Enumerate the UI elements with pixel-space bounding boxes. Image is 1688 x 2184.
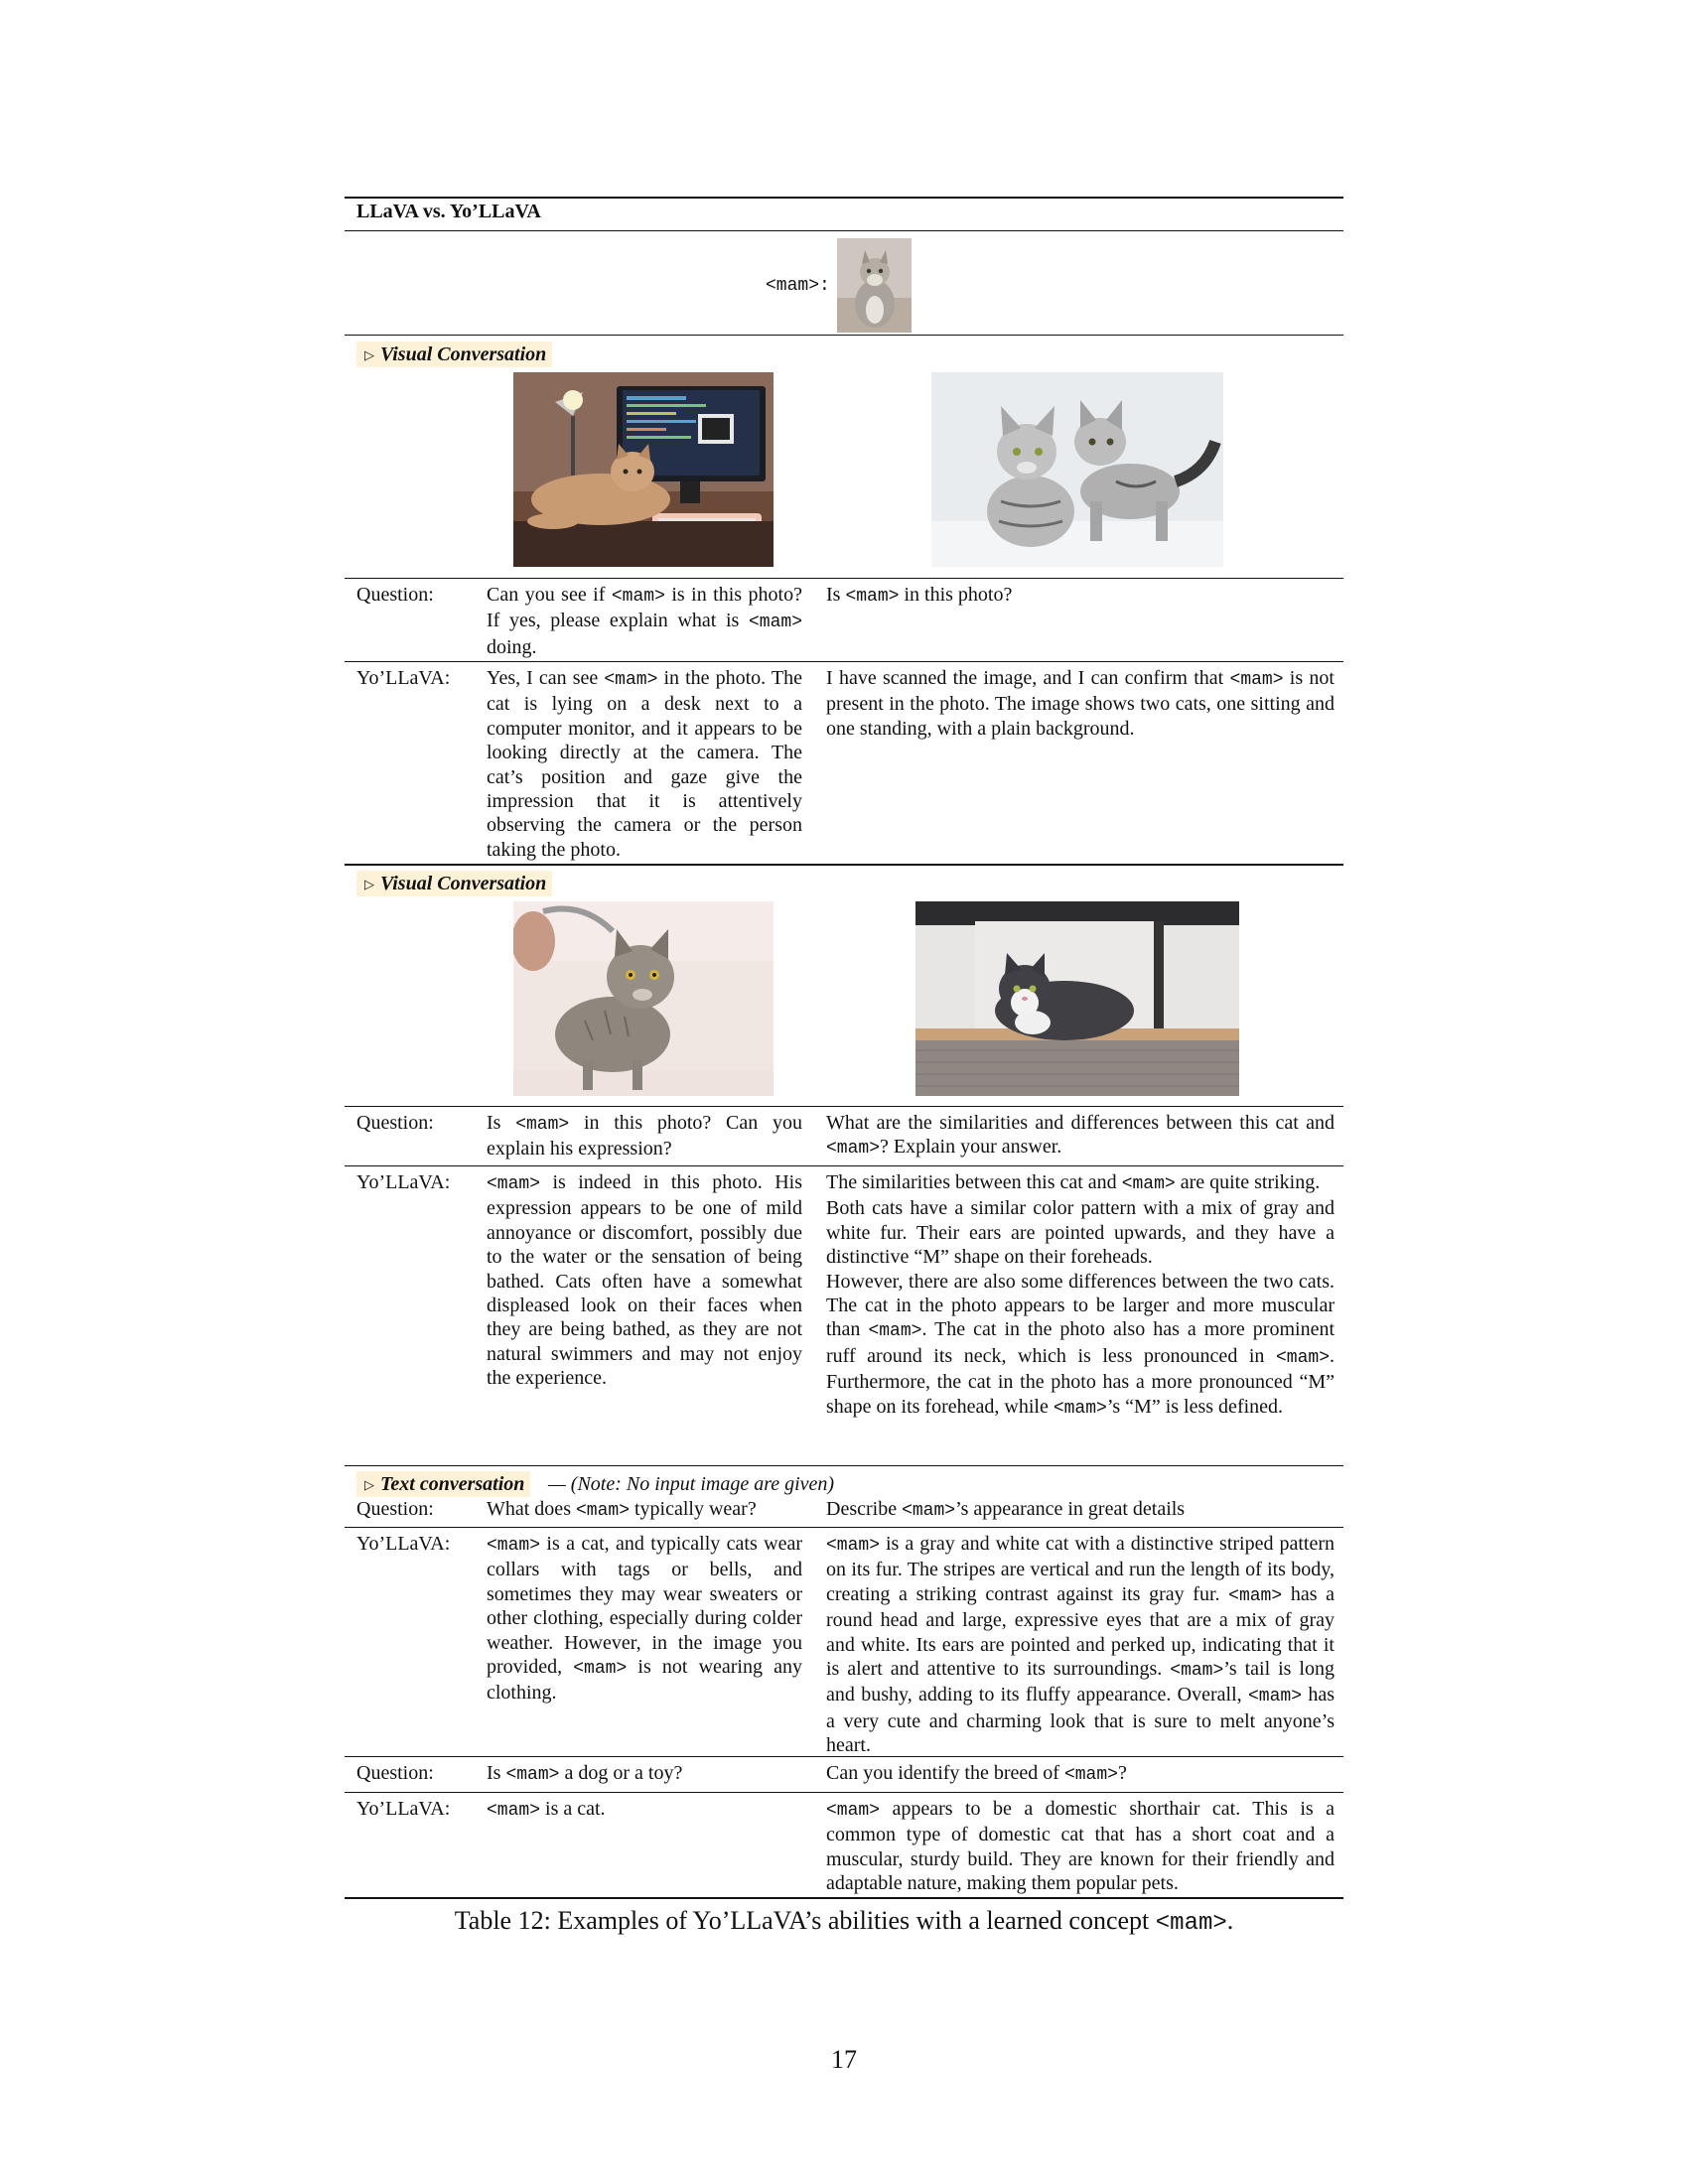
photo-cat-on-desk: [513, 372, 774, 567]
table-bottom-rule: [345, 1897, 1343, 1899]
text-conversation-tag: ▷ Text conversation: [356, 1471, 530, 1497]
block1-left-question: Can you see if <mam> is in this photo? If yes, please explain what is <mam> doing.: [487, 584, 802, 658]
concept-cat-image: [837, 238, 912, 333]
concept-token: <mam>: [748, 613, 802, 633]
page-number: 17: [831, 2045, 857, 2074]
block3-question-label: Question:: [356, 1498, 434, 1520]
cat-under-bed-image: [915, 901, 1239, 1096]
photo-wet-cat-bath: [513, 901, 774, 1096]
block2-end-rule: [345, 1465, 1343, 1466]
concept-token: <mam>: [1228, 1585, 1283, 1606]
table-header: LLaVA vs. Yo’LLaVA: [356, 201, 541, 222]
block3-left-question: What does <mam> typically wear?: [487, 1498, 757, 1521]
block4-left-answer: <mam> is a cat.: [487, 1798, 606, 1821]
concept-token: <mam>: [575, 1501, 630, 1521]
concept-token: <mam>: [1170, 1661, 1224, 1682]
concept-token: <mam>: [1063, 1765, 1118, 1785]
block2-right-answer-p3: However, there are also some differences between the two cats. The cat in the photo appears to be larger and more muscular than <mam>. The cat in the photo also has a more prominent ruff around its neck, which is less pronounced in <mam>. Furthermore, the cat in the photo has a more pronounced “M” shape on its forehead, while <mam>’s “M” is less defined.: [826, 1270, 1335, 1419]
concept-token: <mam>: [1053, 1398, 1107, 1419]
block2-question-label: Question:: [356, 1112, 434, 1134]
triangle-icon: ▷: [364, 347, 374, 362]
concept-token: <mam>: [1229, 670, 1284, 690]
block1-end-rule: [345, 864, 1343, 866]
block1-answer-label: Yo’LLaVA:: [356, 667, 451, 689]
concept-token: <mam>: [826, 1801, 881, 1821]
concept-token: <mam>: [826, 1536, 881, 1556]
concept-token: <mam>: [1247, 1687, 1302, 1707]
visual-conversation-tag-1: ▷ Visual Conversation: [356, 341, 552, 367]
table-top-rule: [345, 197, 1343, 199]
concept-token: <mam>: [868, 1321, 922, 1342]
block2-question-rule: [345, 1106, 1343, 1107]
block3-left-answer: <mam> is a cat, and typically cats wear collars with tags or bells, and sometimes they may wear sweaters or other clothing, especially during colder weather. However, in the image you provided, <mam> is not wearing any clothing.: [487, 1533, 802, 1705]
block4-right-answer: <mam> appears to be a domestic shorthair cat. This is a common type of domestic cat that has a short coat and a muscular, sturdy build. They are known for their friendly and adaptable nature, making them popular pets.: [826, 1798, 1335, 1895]
block4-answer-label: Yo’LLaVA:: [356, 1798, 451, 1820]
cat-desk-image: [513, 372, 774, 567]
block2-right-question: What are the similarities and differences between this cat and <mam>? Explain your answer.: [826, 1112, 1335, 1160]
concept-token: <mam>: [1275, 1347, 1330, 1368]
concept-token: <mam>: [845, 587, 900, 607]
concept-token: <mam>: [573, 1659, 628, 1680]
block3-right-question: Describe <mam>’s appearance in great details: [826, 1498, 1186, 1521]
concept-token: <mam>: [1155, 1910, 1227, 1937]
block2-right-answer-p2: Both cats have a similar color pattern with a mix of gray and white fur. Their ears are pointed upwards, and they have a distinctive “M” shape on their foreheads.: [826, 1197, 1335, 1269]
triangle-icon: ▷: [364, 1477, 374, 1492]
concept-token: <mam>: [515, 1115, 570, 1135]
concept-token: <mam>: [487, 1174, 541, 1194]
concept-token: <mam>: [505, 1765, 560, 1785]
block2-answer-label: Yo’LLaVA:: [356, 1171, 451, 1193]
block4-left-question: Is <mam> a dog or a toy?: [487, 1762, 683, 1785]
concept-token: <mam>: [604, 670, 658, 690]
table-caption: Table 12: Examples of Yo’LLaVA’s abilities with a learned concept <mam>.: [454, 1906, 1234, 1937]
block4-question-rule: [345, 1756, 1343, 1757]
concept-token: <mam>: [487, 1536, 541, 1556]
header-rule: [345, 230, 1343, 231]
concept-token: <mam>: [902, 1501, 956, 1521]
photo-cat-under-bed: [915, 901, 1239, 1096]
text-conversation-note: — (Note: No input image are given): [548, 1473, 835, 1495]
concept-rule: [345, 335, 1343, 336]
block4-right-question: Can you identify the breed of <mam>?: [826, 1762, 1127, 1785]
triangle-icon: ▷: [364, 877, 374, 891]
concept-token: <mam>: [487, 1801, 541, 1821]
concept-token: <mam>: [826, 1139, 881, 1160]
block3-answer-label: Yo’LLaVA:: [356, 1533, 451, 1555]
block2-right-answer: [826, 1170, 1335, 1421]
block4-answer-rule: [345, 1792, 1343, 1793]
visual-conversation-tag-2: ▷ Visual Conversation: [356, 871, 552, 896]
block3-right-answer: <mam> is a gray and white cat with a distinctive striped pattern on its fur. The stripes are vertical and run the length of its body, creating a striking contrast against its gray fur. <mam> has a round head and large, expressive eyes that are a mix of gray and white. Its ears are pointed and perked up, indicating that it is alert and attentive to its surroundings. <mam>’s tail is long and bushy, adding to its fluffy appearance. Overall, <mam> has a very cute and charming look that is sure to melt anyone’s heart.: [826, 1533, 1335, 1757]
block1-question-label: Question:: [356, 584, 434, 606]
concept-token: <mam>: [1121, 1174, 1176, 1194]
concept-token: <mam>: [766, 276, 820, 296]
block3-answer-rule: [345, 1527, 1343, 1528]
wet-cat-image: [513, 901, 774, 1096]
block1-question-rule: [345, 578, 1343, 579]
concept-label: <mam>:: [766, 276, 830, 296]
block2-answer-rule: [345, 1165, 1343, 1166]
photo-two-cats: [931, 372, 1223, 567]
block1-answer-rule: [345, 661, 1343, 662]
block1-right-question: Is <mam> in this photo?: [826, 584, 1013, 607]
block2-left-answer: <mam> is indeed in this photo. His expression appears to be one of mild annoyance or discomfort, possibly due to the water or the sensation of being bathed. Cats often have a somewhat displeased look on their faces when they are being bathed, as they are not natural swimmers and may not enjoy the experience.: [487, 1171, 802, 1390]
concept-token: <mam>: [611, 587, 665, 607]
block4-question-label: Question:: [356, 1762, 434, 1784]
block2-right-answer-p1: The similarities between this cat and <mam> are quite striking.: [826, 1171, 1321, 1194]
block1-left-answer: Yes, I can see <mam> in the photo. The cat is lying on a desk next to a computer monitor, and it appears to be looking directly at the camera. The cat’s position and gaze give the impression that it is attentively observing the camera or the person taking the photo.: [487, 667, 802, 861]
examples-table: [345, 197, 1343, 1904]
concept-photo-mam: [837, 238, 912, 333]
two-cats-image: [931, 372, 1223, 567]
block1-right-answer: I have scanned the image, and I can confirm that <mam> is not present in the photo. The image shows two cats, one sitting and one standing, with a plain background.: [826, 667, 1335, 740]
block2-left-question: Is <mam> in this photo? Can you explain his expression?: [487, 1112, 802, 1160]
